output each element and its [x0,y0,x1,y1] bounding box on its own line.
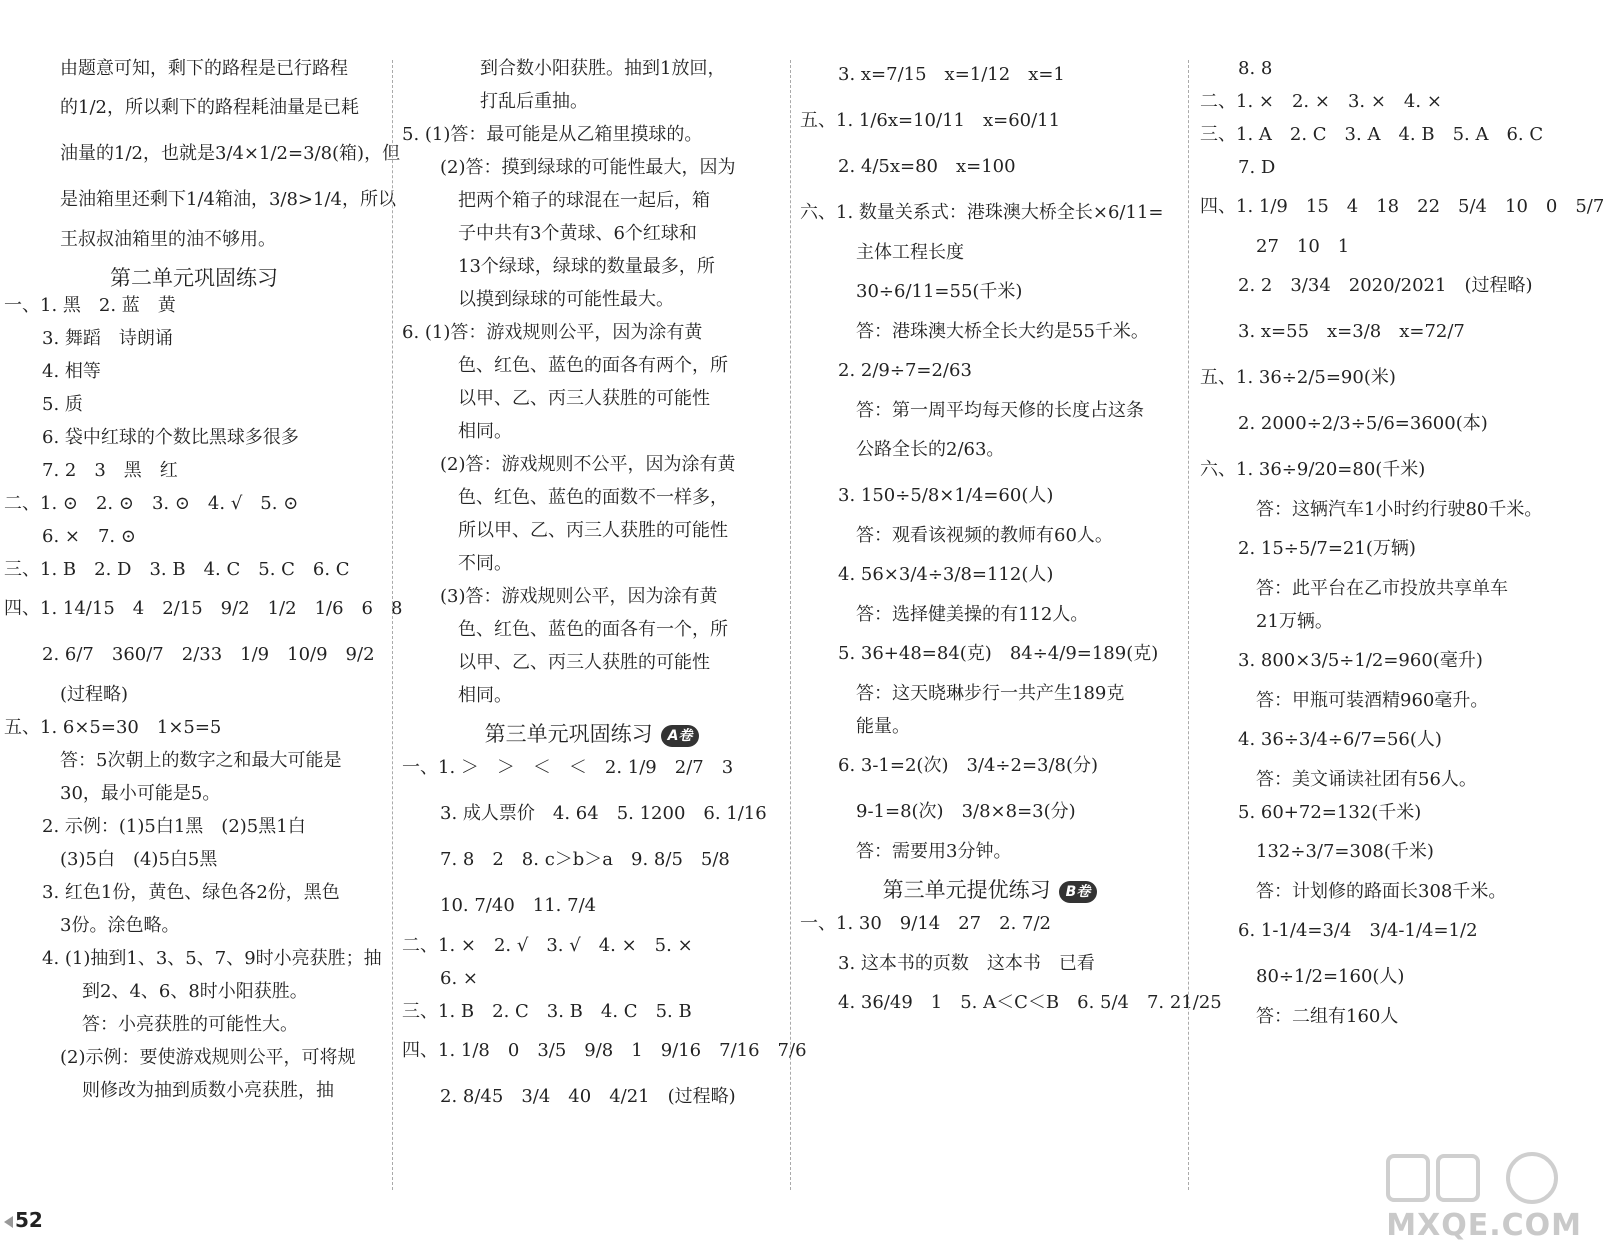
answer-text: 色、红色、蓝色的面数不一样多， [458,487,728,508]
answer-line [402,118,782,151]
answer-text: 4. 36/49 1 5. A＜C＜B 6. 5/4 7. 21/25 [838,992,1222,1013]
answer-text: 4. (1)抽到1、3、5、7、9时小亮获胜；抽 [42,948,382,969]
answer-line [402,481,782,514]
answer-text: 以摸到绿球的可能性最大。 [458,289,674,310]
answer-text: 五、1. 36÷2/5=90(米) [1200,367,1396,388]
watermark-logo-icon [1382,1150,1582,1206]
answer-line [4,1008,384,1041]
section-heading [4,256,384,289]
answer-text: 所以甲、乙、丙三人获胜的可能性 [458,520,728,541]
answer-text: 27 10 1 [1256,236,1350,257]
answer-text: 色、红色、蓝色的面各有两个，所 [458,355,728,376]
answer-text: 3. 成人票价 4. 64 5. 1200 6. 1/16 [440,803,767,824]
answer-text: 30÷6/11=55(千米) [856,281,1023,302]
answer-text: 4. 36÷3/4÷6/7=56(人) [1238,729,1442,750]
answer-text: 第三单元巩固练习 [484,722,653,746]
answer-line [800,835,1180,868]
answer-line [402,791,782,837]
answer-line [1200,184,1604,230]
answer-line [4,223,384,256]
answer-text: (3)答：游戏规则公平，因为涂有黄 [440,586,718,607]
answer-line [4,177,396,223]
answer-text: 一、1. 黑 2. 蓝 黄 [4,295,176,316]
answer-text: 答：观看该视频的教师有60人。 [856,525,1113,546]
answer-line [800,236,1180,269]
answer-text: 三、1. B 2. D 3. B 4. C 5. C 6. C [4,559,350,580]
answer-text: 相同。 [458,685,512,706]
answer-line [4,52,384,85]
answer-line [402,679,782,712]
watermark-text: MXQE.COM [1386,1208,1582,1243]
answer-text: 是油箱里还剩下1/4箱油，3/8>1/4，所以 [60,189,396,210]
answer-line [1200,151,1580,184]
answer-line [4,454,384,487]
answer-line [800,947,1180,980]
answer-text: (2)答：游戏规则不公平，因为涂有黄 [440,454,736,475]
answer-line [1200,908,1580,954]
answer-line [402,962,782,995]
answer-line [1200,447,1580,493]
answer-line [1200,263,1580,309]
answer-text: 公路全长的2/63。 [856,439,1005,460]
answer-line [402,514,782,547]
answer-text: 6. × 7. ⊙ [42,526,136,547]
answer-line [800,598,1180,631]
answer-line [4,487,384,520]
answer-text: 三、1. A 2. C 3. A 4. B 5. A 6. C [1200,124,1544,145]
answer-text: 油量的1/2，也就是3/4×1/2=3/8(箱)，但 [60,143,401,164]
answer-line [800,901,1180,947]
answer-text: 色、红色、蓝色的面各有一个，所 [458,619,728,640]
answer-text: 五、1. 1/6x=10/11 x=60/11 [800,110,1061,131]
answer-line [800,980,1222,1026]
answer-text: 二、1. × 2. √ 3. √ 4. × 5. × [402,935,693,956]
answer-text: 把两个箱子的球混在一起后，箱 [458,190,710,211]
answer-text: 子中共有3个黄球、6个红球和 [458,223,697,244]
answer-line [1200,52,1580,85]
answer-line [1200,85,1580,118]
answer-text: 2. 2 3/34 2020/2021 (过程略) [1238,275,1533,296]
answer-text: 答：这天晓琳步行一共产生189克 [856,683,1125,704]
answer-line [800,315,1180,348]
answer-text: 3份。涂色略。 [60,915,180,936]
answer-line [1200,796,1580,829]
answer-text: 132÷3/7=308(千米) [1256,841,1434,862]
answer-text: 10. 7/40 11. 7/4 [440,895,597,916]
answer-text: 以甲、乙、丙三人获胜的可能性 [458,388,710,409]
answer-line [1200,638,1580,684]
answer-text: 2. 示例：(1)5白1黑 (2)5黑1白 [42,816,306,837]
answer-line [800,677,1180,710]
answer-text: 四、1. 1/8 0 3/5 9/8 1 9/16 7/16 7/6 [402,1040,807,1061]
answer-text: 3. 红色1份，黄色、绿色各2份，黑色 [42,882,340,903]
answer-line [4,520,384,553]
answer-line [800,789,1180,835]
answer-text: 则修改为抽到质数小亮获胜，抽 [82,1080,334,1101]
answer-text: 答：二组有160人 [1256,1006,1399,1027]
answer-line [800,519,1180,552]
answer-text: 的1/2，所以剩下的路程耗油量是已耗 [60,97,359,118]
answer-text: 三、1. B 2. C 3. B 4. C 5. B [402,1001,692,1022]
answer-text: 到合数小阳获胜。抽到1放回， [480,58,726,79]
answer-line [402,1028,807,1074]
answer-line [1200,355,1580,401]
answer-text: 五、1. 6×5=30 1×5=5 [4,717,222,738]
answer-text: 答：这辆汽车1小时约行驶80千米。 [1256,499,1543,520]
answer-text: 2. 8/45 3/4 40 4/21 (过程略) [440,1086,736,1107]
answer-line [800,631,1180,677]
answer-line [4,553,384,586]
answer-text: 打乱后重抽。 [480,91,588,112]
answer-text: 2. 15÷5/7=21(万辆) [1238,538,1416,559]
answer-text: 一、1. ＞ ＞ ＜ ＜ 2. 1/9 2/7 3 [402,757,734,778]
answer-line [4,388,384,421]
answer-text: 相同。 [458,421,512,442]
answer-line [4,1041,384,1074]
answer-text: (2)示例：要使游戏规则公平，可将规 [60,1047,356,1068]
answer-text: 3. 舞蹈 诗朗诵 [42,328,173,349]
answer-text: 四、1. 1/9 15 4 18 22 5/4 10 0 5/7 [1200,196,1604,217]
answer-text: 3. 800×3/5÷1/2=960(毫升) [1238,650,1483,671]
answer-text: 2. 2000÷2/3÷5/6=3600(本) [1238,413,1488,434]
answer-line [402,217,782,250]
answer-text: 二、1. ⊙ 2. ⊙ 3. ⊙ 4. √ 5. ⊙ [4,493,299,514]
answer-text: 到2、4、6、8时小阳获胜。 [82,981,308,1002]
answer-text: 王叔叔油箱里的油不够用。 [60,229,276,250]
answer-line [4,744,384,777]
watermark [1382,1150,1582,1243]
answer-line [402,883,782,929]
answer-text: 答：港珠澳大桥全长大约是55千米。 [856,321,1149,342]
answer-text: 2. 2/9÷7=2/63 [838,360,972,381]
answer-line [4,632,384,678]
answer-line [1200,954,1580,1000]
answer-text: 5. 60+72=132(千米) [1238,802,1422,823]
answer-text: 3. 这本书的页数 这本书 已看 [838,953,1095,974]
answer-line [1200,717,1580,763]
answer-text: 第二单元巩固练习 [110,266,278,290]
answer-text: 答：选择健美操的有112人。 [856,604,1089,625]
answer-text: 六、1. 数量关系式：港珠澳大桥全长×6/11= [800,202,1164,223]
answer-line [402,52,782,85]
answer-text: 80÷1/2=160(人) [1256,966,1405,987]
answer-line [800,473,1180,519]
answer-line [800,348,1180,394]
answer-text: 第三单元提优练习 [882,878,1051,902]
answer-line [402,580,782,613]
answer-line [402,382,782,415]
answer-line [402,646,782,679]
answer-line [4,85,384,131]
answer-text: 答：此平台在乙市投放共享单车 [1256,578,1508,599]
answer-line [800,710,1180,743]
answer-text: 13个绿球，绿球的数量最多，所 [458,256,715,277]
answer-line [800,743,1180,789]
column-1 [4,52,403,1107]
section-heading [402,712,782,745]
answer-text: 答：第一周平均每天修的长度占这条 [856,400,1144,421]
column-3 [800,52,1222,1026]
answer-text: 答：需要用3分钟。 [856,841,1012,862]
answer-line [4,586,403,632]
answer-text: 8. 8 [1238,58,1273,79]
answer-line [402,151,782,184]
answer-line [4,942,384,975]
answer-text: 一、1. 30 9/14 27 2. 7/2 [800,913,1051,934]
answer-text: 以甲、乙、丙三人获胜的可能性 [458,652,710,673]
answer-text: 5. (1)答：最可能是从乙箱里摸球的。 [402,124,703,145]
answer-text: 不同。 [458,553,512,574]
answer-text: 2. 4/5x=80 x=100 [838,156,1016,177]
level-badge: A卷 [661,725,700,747]
column-divider [392,60,393,1190]
answer-line [4,810,384,843]
answer-line [1200,829,1580,875]
answer-text: 主体工程长度 [856,242,964,263]
answer-text: 答：小亮获胜的可能性大。 [82,1014,298,1035]
answer-text: 六、1. 36÷9/20=80(千米) [1200,459,1426,480]
answer-text: (3)5白 (4)5白5黑 [60,849,218,870]
answer-line [1200,605,1580,638]
answer-text: (2)答：摸到绿球的可能性最大，因为 [440,157,736,178]
answer-text: 21万辆。 [1256,611,1333,632]
answer-line [402,613,782,646]
answer-line [1200,118,1580,151]
answer-text: 4. 相等 [42,361,101,382]
answer-text: 能量。 [856,716,910,737]
answer-line [4,1074,384,1107]
answer-text: 30，最小可能是5。 [60,783,221,804]
answer-line [4,355,384,388]
answer-line [4,975,384,1008]
column-2 [402,52,807,1120]
answer-text: 3. x=7/15 x=1/12 x=1 [838,64,1065,85]
answer-line [4,678,384,711]
answer-line [1200,684,1580,717]
answer-text: 3. 150÷5/8×1/4=60(人) [838,485,1054,506]
answer-line [800,52,1180,98]
answer-line [402,250,782,283]
answer-text: 3. x=55 x=3/8 x=72/7 [1238,321,1465,342]
answer-line [402,1074,782,1120]
section-heading [800,868,1180,901]
answer-text: 5. 36+48=84(克) 84÷4/9=189(克) [838,643,1159,664]
answer-line [1200,401,1580,447]
answer-line [402,184,782,217]
answer-text: 4. 56×3/4÷3/8=112(人) [838,564,1054,585]
answer-line [800,427,1180,473]
answer-line [800,394,1180,427]
answer-line [402,448,782,481]
answer-line [800,190,1180,236]
answer-text: 答：美文诵读社团有56人。 [1256,769,1477,790]
answer-line [1200,230,1580,263]
answer-line [4,421,384,454]
answer-line [402,837,782,883]
answer-line [402,995,782,1028]
column-divider [1188,60,1189,1190]
answer-text: 6. (1)答：游戏规则公平，因为涂有黄 [402,322,703,343]
answer-line [800,552,1180,598]
answer-line [402,547,782,580]
answer-line [402,316,782,349]
answer-text: 6. 袋中红球的个数比黑球多很多 [42,427,299,448]
answer-text: 四、1. 14/15 4 2/15 9/2 1/2 1/6 6 8 [4,598,403,619]
answer-line [402,283,782,316]
answer-line [1200,1000,1580,1033]
answer-line [4,711,384,744]
answer-text: 6. × [440,968,478,989]
answer-line [800,269,1180,315]
answer-line [4,843,384,876]
answer-text: 二、1. × 2. × 3. × 4. × [1200,91,1442,112]
answer-text: (过程略) [60,684,129,705]
page-number-text: 52 [15,1208,43,1232]
answer-line [402,415,782,448]
answer-line [1200,309,1580,355]
answer-line [402,349,782,382]
answer-text: 7. 8 2 8. c＞b＞a 9. 8/5 5/8 [440,849,730,870]
answer-line [402,745,782,791]
answer-line [1200,875,1580,908]
answer-line [4,289,384,322]
answer-line [4,322,384,355]
answer-text: 答：5次朝上的数字之和最大可能是 [60,750,342,771]
answer-line [800,98,1180,144]
answer-text: 6. 3-1=2(次) 3/4÷2=3/8(分) [838,755,1099,776]
answer-line [4,909,384,942]
column-4 [1200,52,1604,1033]
answer-line [1200,572,1580,605]
column-divider [790,60,791,1190]
page-marker-icon [4,1216,13,1228]
answer-text: 5. 质 [42,394,83,415]
answer-line [4,131,401,177]
answer-line [4,777,384,810]
answer-text: 7. 2 3 黑 红 [42,460,178,481]
answer-text: 答：计划修的路面长308千米。 [1256,881,1507,902]
answer-text: 2. 6/7 360/7 2/33 1/9 10/9 9/2 [42,644,375,665]
page-number [4,1208,43,1232]
answer-text: 7. D [1238,157,1276,178]
answer-line [800,144,1180,190]
answer-line [1200,526,1580,572]
answer-line [402,85,782,118]
answer-text: 由题意可知，剩下的路程是已行路程 [60,58,348,79]
answer-line [1200,493,1580,526]
answer-text: 9-1=8(次) 3/8×8=3(分) [856,801,1076,822]
answer-line [4,876,384,909]
answer-text: 6. 1-1/4=3/4 3/4-1/4=1/2 [1238,920,1478,941]
answer-line [1200,763,1580,796]
answer-text: 答：甲瓶可装酒精960毫升。 [1256,690,1489,711]
answer-line [402,929,782,962]
level-badge: B卷 [1059,881,1098,903]
